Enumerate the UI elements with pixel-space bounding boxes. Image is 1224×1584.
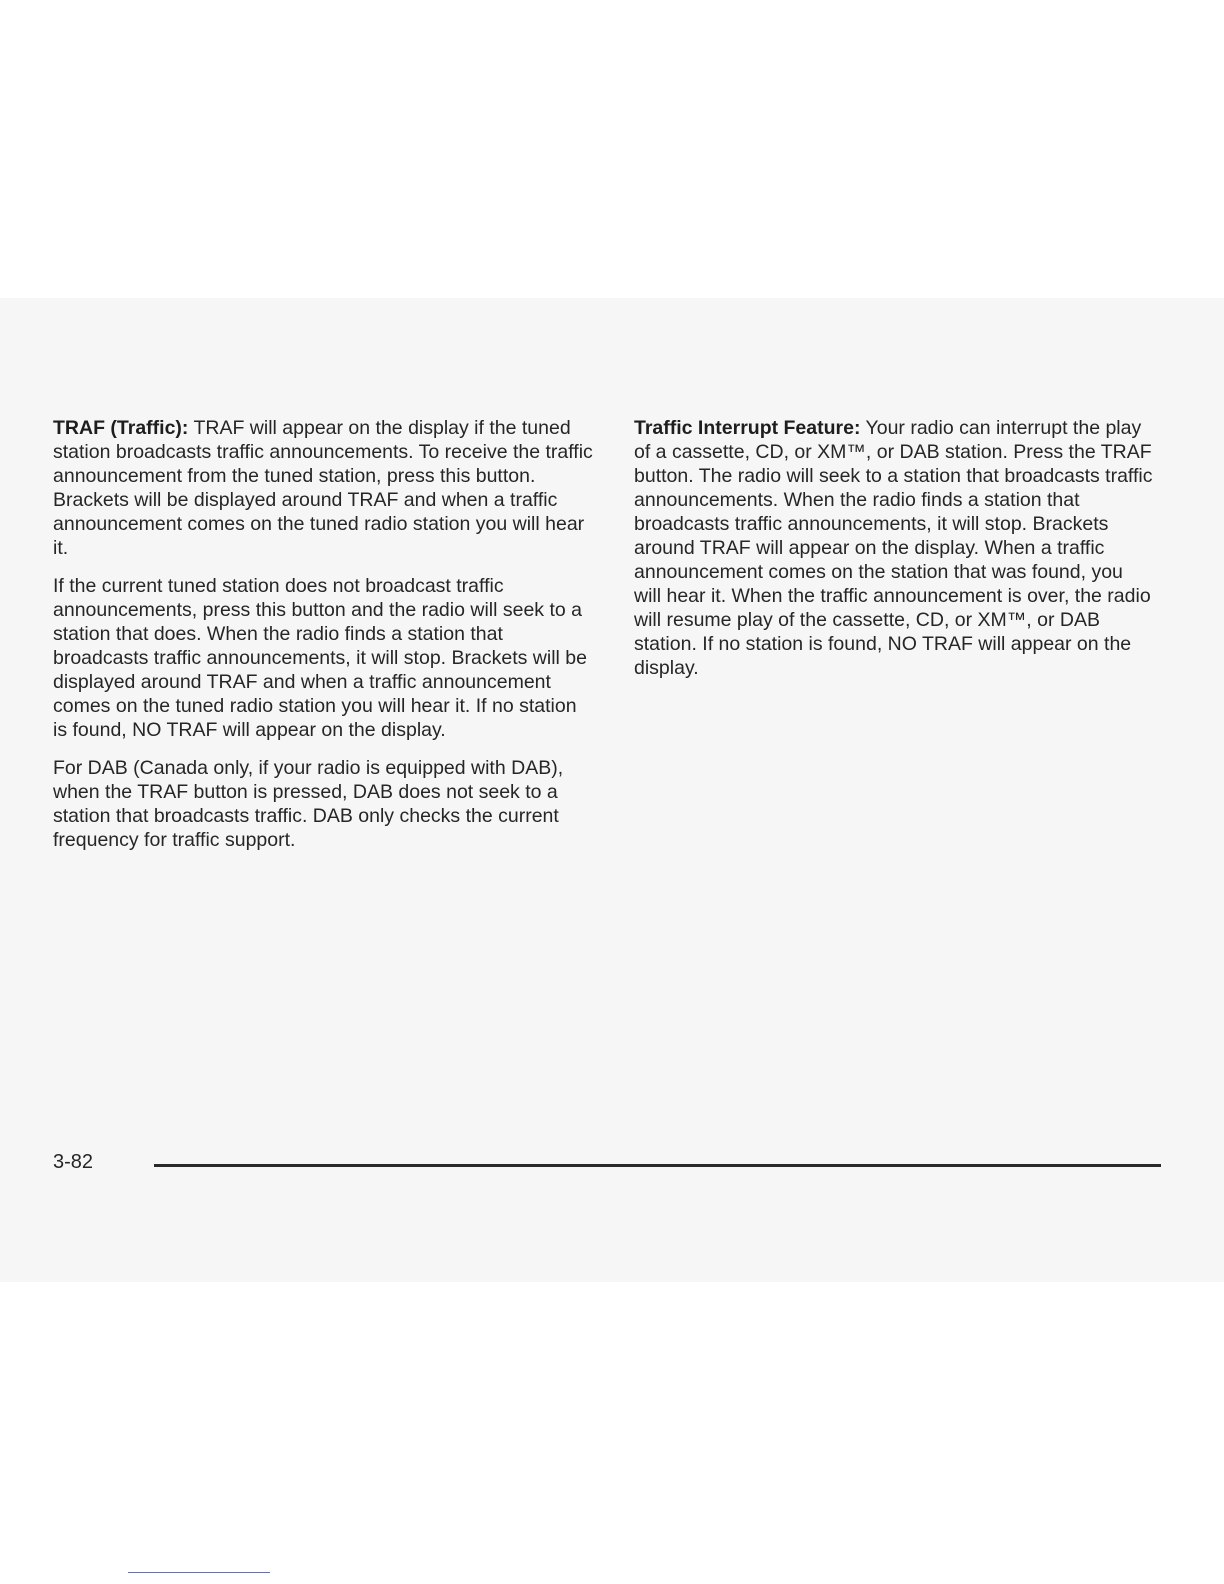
dab-paragraph: For DAB (Canada only, if your radio is equipped with DAB), when the TRAF button is pressed, DAB does not seek to a station that broadcasts traffic. DAB only checks the current frequency for traffic support. [53,757,564,851]
right-column [634,416,1154,694]
traf-heading: TRAF (Traffic): [53,417,189,439]
traf-paragraph [53,416,593,560]
page-number: 3-82 [53,1151,94,1173]
footer-rule [154,1164,1161,1167]
traffic-interrupt-text: Your radio can interrupt the play of a cassette, CD, or XM™, or DAB station. Press the TRAF button. The radio will seek to a station that broadcasts traffic announcements. When the radio finds a station that broadcasts traffic announcements, it will stop. Brackets around TRAF will appear on the display. When a traffic announcement comes on the station that was found, you will hear it. When the traffic announcement is over, the radio will resume play of the cassette, CD, or XM™, or DAB station. If no station is found, NO TRAF will appear on the display. [634,417,1153,679]
left-column [53,416,593,866]
link-underline [128,1572,270,1573]
traf-text: TRAF will appear on the display if the tuned station broadcasts traffic announcements. To receive the traffic announcement from the tuned station, press this button. Brackets will be displayed around TRAF and when a traffic announcement comes on the tuned radio station you will hear it. [53,417,593,559]
seek-paragraph: If the current tuned station does not broadcast traffic announcements, press this button and the radio will seek to a station that does. When the radio finds a station that broadcasts traffic announcements, it will stop. Brackets will be displayed around TRAF and when a traffic announcement comes on the tuned radio station you will hear it. If no station is found, NO TRAF will appear on the display. [53,575,587,741]
traffic-interrupt-paragraph [634,416,1154,680]
traffic-interrupt-heading: Traffic Interrupt Feature: [634,417,861,439]
